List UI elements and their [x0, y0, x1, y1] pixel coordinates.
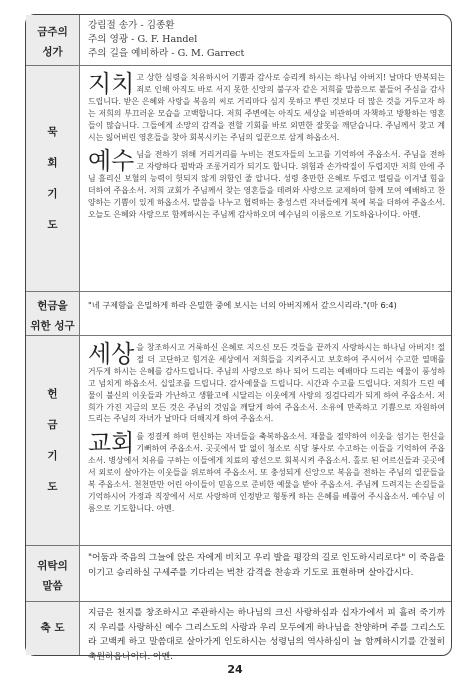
- prayer-paragraph: 세상 을 창조하시고 거룩하신 은혜로 지으신 모든 것들을 끝까지 사랑하시는 하나님 아버지! 절절 더 고단하고 힘겨운 세상에서 저희들을 지켜주시고 보호하여 주시어서 수고한 열매를 거두게 하시는 은혜를 감사드립니다. 주님의 사랑으로 하나 되어 드리는 예배마다 드리는 예물이 풍성하고 넘치게 하옵소서. 십일조를 드립니다. 감사예물을 드립니다. 시간과 수고를 드립니다. 저희가 드린 예물이 불신의 이웃들과 가난하고 생활고에 시달리는 이웃에게 사랑의 징검다리가 되게 하여 주옵소서. 저희가 가진 지금의 모든 것은 주님의 것임을 깨달게 하여 주옵소서. 소유에 만족하고 기쁨으로 자원하여 드리는 주님의 자녀가 날마다 더해지게 하여 주옵소서.: [88, 340, 445, 424]
- drop-initial: 예수: [88, 147, 135, 176]
- worship-order-table: [25, 14, 452, 662]
- hymn-line: 주의 영광 - G. F. Handel: [88, 34, 198, 45]
- hymn-line: 주의 길을 예비하라 - G. M. Garrect: [88, 48, 245, 59]
- row-benediction: [26, 601, 451, 662]
- row-offering-verse: [26, 291, 451, 335]
- prayer-paragraph: 예수 님을 전하기 위해 거리거리를 누비는 전도자들의 노고를 기억하여 주옵소서. 주님을 전하고 자랑하다 핍박과 조롱거리가 되기도 합니다. 위험과 손가락질이 두렵지만 저희 안에 주님 흘리신 보혈의 능력이 헛되지 않게 위함인 줄 압니다. 성령 충만한 은혜로 두렵고 떨림을 이겨낼 힘을 더하여 주옵소서. 저희 교회가 주님께서 찾는 영혼들을 데려와 사랑으로 교제하며 함께 모여 예배하고 찬양하는 기쁨이 있게 하옵소서. 말씀을 나누고 협력하는 충성스런 자녀들에게 복에 복을 더하여 주옵소서. 오늘도 은혜와 사랑으로 함께하시는 주님께 감사하오며 예수님의 이름으로 기도하옵나이다. 아멘.: [88, 147, 445, 219]
- row-meditation-prayer: [26, 65, 451, 291]
- drop-initial: 지치: [88, 70, 135, 98]
- drop-initial: 세상: [88, 340, 135, 368]
- label-meditation-prayer: 묵 회 기 도: [26, 66, 80, 291]
- benediction-text: 지금은 천지를 창조하시고 주관하시는 하나님의 크신 사랑하심과 십자가에서 피 흘려 죽기까지 우리를 사랑하신 예수 그리스도의 사랑과 우리 모두에게 하나님을 찬양하며 주를 그리스도라 고백케 하고 말씀대로 살아가게 인도하시는 성령님의 역사하심이 늘 함께하시기를 간절히 축원하옵나이다. 아멘.: [88, 608, 445, 662]
- drop-initial: 교회: [88, 429, 135, 458]
- row-hymns: [26, 15, 451, 65]
- row-offering-prayer: [26, 335, 451, 545]
- label-hymns: 금주의 성가: [26, 15, 80, 65]
- hymn-line: 강림절 송가 - 김종환: [88, 20, 175, 31]
- offering-verse-text: "네 구제함을 은밀하게 하라 은밀한 중에 보시는 너의 아버지께서 갚으시리라."(마 6:4): [88, 300, 397, 310]
- prayer-paragraph: 지치 고 상한 심령을 치유하시어 기쁨과 감사로 승리케 하시는 하나님 아버지! 날마다 반복되는 죄로 인해 아직도 바로 서지 못한 신앙의 불구자 같은 저희를 말씀으로 붙들어 주심을 감사드립니다. 받은 은혜와 사랑을 복음의 씨로 거리마다 심지 못하고 뿌린 것보다 더 많은 것을 거두고자 하는 저희의 부끄러운 모습을 고백합니다. 저희 주변에는 아직도 세상을 비관하며 자책하고 방황하는 영혼들이 많습니다. 그들에게 소망의 감격을 전할 기회를 바로 외면한 잘못을 깨닫습니다. 주님께서 찾고 계시는 잃어버린 영혼들을 찾아 회복시키는 주님의 일꾼으로 삼게 하옵소서.: [88, 70, 445, 142]
- page-number: 24: [227, 663, 243, 676]
- row-commission: [26, 545, 451, 601]
- hymn-list: [88, 19, 445, 61]
- label-offering-verse: 헌금을 위한 성구: [26, 292, 80, 335]
- label-benediction: 축 도: [26, 602, 80, 655]
- prayer-paragraph: 교회 를 정결케 하며 헌신하는 자녀들을 축복하옵소서. 재물을 절약하여 이웃을 섬기는 헌신을 기뻐하여 주옵소서. 곳곳에서 말 없이 청소로 식당 봉사로 수고하는 이들을 기억하여 주옵소서. 병상에서 치유를 구하는 이들에게 치료의 광선으로 회복시켜 주옵소서. 홀로 된 어르신들과 곳곳에서 외로이 살아가는 이웃들을 위로하여 주옵소서. 또 충성되게 신앙으로 복음을 전하는 주님의 일꾼들을 복 주옵소서. 천천만만 어린 아이들이 믿음으로 준비한 예물을 받아 주옵소서. 주님께 드려지는 손길들을 기억하시어 가정과 직장에서 서로 사랑하며 인정받고 형통케 하는 은혜를 베풀어 주시옵소서. 예수님 이름으로 기도합니다. 아멘.: [88, 429, 445, 513]
- label-offering-prayer: 헌 금 기 도: [26, 336, 80, 545]
- label-commission: 위탁의 말씀: [26, 546, 80, 601]
- commission-text: "어둠과 죽음의 그늘에 앉은 자에게 비치고 우리 발을 평강의 길로 인도하시리로다" 이 죽음을 이기고 승리하실 구세주를 기다리는 벅찬 감격을 찬송과 기도로 표현하며 살아갑시다.: [88, 553, 445, 578]
